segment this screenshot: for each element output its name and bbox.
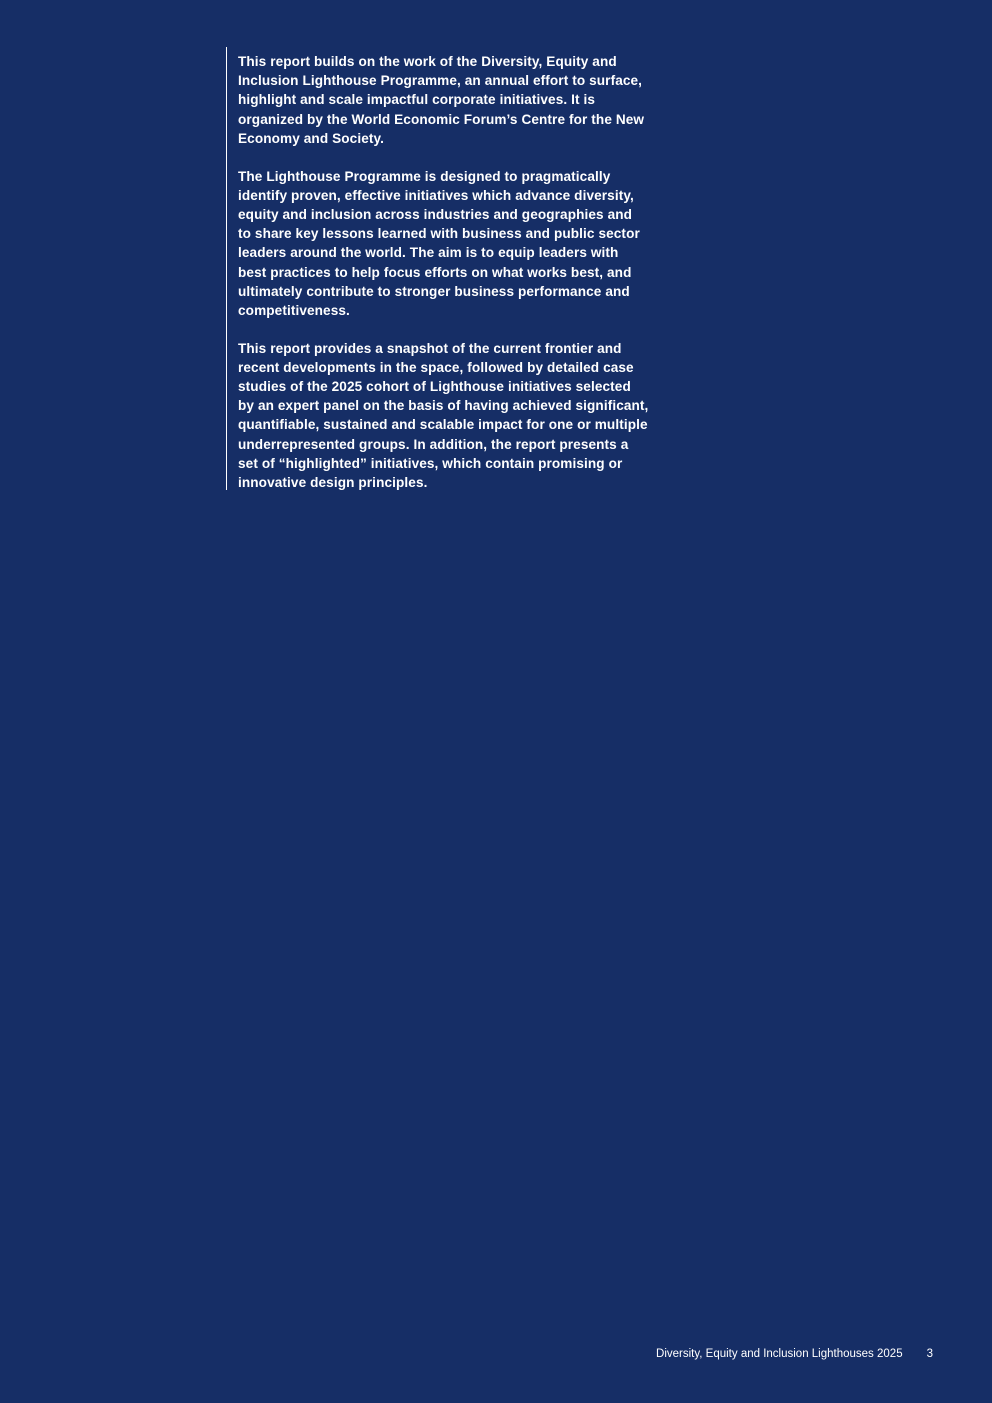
intro-paragraph: The Lighthouse Programme is designed to pragmatically identify proven, effective initiatives which advance diversity, equity and inclusion across industries and geographies and to share key lessons learned with business and public sector leaders around the world. The aim is to equip leaders with best practices to help focus efforts on what works best, and ultimately contribute to stronger business performance and competitiveness.	[238, 168, 640, 318]
footer-report-title: Diversity, Equity and Inclusion Lighthouses 2025	[656, 1348, 903, 1360]
intro-paragraph: This report builds on the work of the Diversity, Equity and Inclusion Lighthouse Programme, an annual effort to surface, highlight and scale impactful corporate initiatives. It is organized by the World Economic Forum’s Centre for the New Economy and Society.	[238, 54, 645, 146]
page-number: 3	[926, 1348, 933, 1360]
intro-text-block	[226, 47, 678, 490]
intro-paragraph: This report provides a snapshot of the current frontier and recent developments in the space, followed by detailed case studies of the 2025 cohort of Lighthouse initiatives selected by an expert panel on the basis of having achieved significant, quantifiable, sustained and scalable impact for one or multiple underrepresented groups. In addition, the report presents a set of “highlighted” initiatives, which contain promising or innovative design principles.	[238, 340, 649, 491]
page-footer	[656, 1346, 933, 1362]
